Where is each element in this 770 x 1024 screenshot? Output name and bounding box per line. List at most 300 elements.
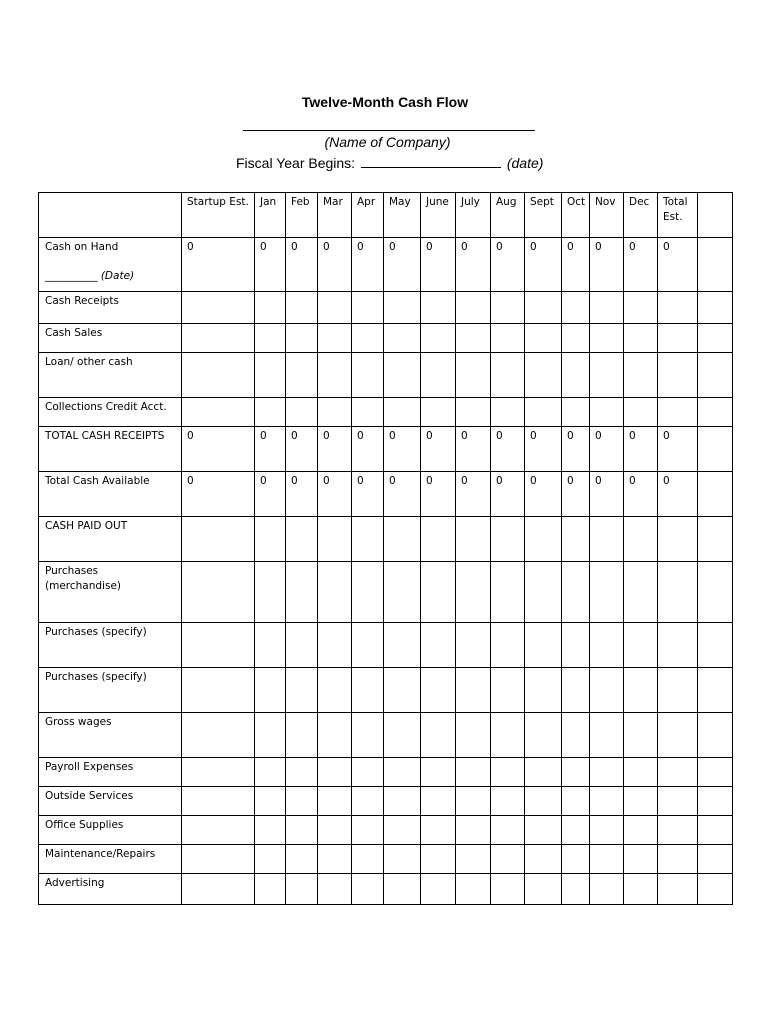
table-cell[interactable]: 0 <box>255 472 286 517</box>
table-cell[interactable] <box>421 292 456 324</box>
table-cell[interactable] <box>384 668 421 713</box>
row-label: Cash Receipts <box>45 295 119 307</box>
table-cell[interactable] <box>384 292 421 324</box>
table-cell[interactable] <box>352 787 384 816</box>
table-cell[interactable]: 0 <box>562 238 590 292</box>
row-label: Payroll Expenses <box>45 761 134 773</box>
table-cell[interactable] <box>525 845 562 874</box>
table-cell[interactable] <box>182 623 255 668</box>
table-cell[interactable] <box>182 713 255 758</box>
table-cell[interactable]: 0 <box>525 472 562 517</box>
table-cell[interactable]: 0 <box>456 238 491 292</box>
table-cell[interactable]: 0 <box>384 472 421 517</box>
page-title: Twelve-Month Cash Flow <box>301 94 469 110</box>
table-cell[interactable] <box>182 398 255 427</box>
table-cell[interactable] <box>255 713 286 758</box>
table-cell[interactable] <box>384 562 421 623</box>
table-cell[interactable] <box>318 562 352 623</box>
table-row <box>39 713 733 758</box>
table-cell[interactable] <box>384 398 421 427</box>
table-cell[interactable] <box>698 874 733 905</box>
table-cell[interactable] <box>624 324 658 353</box>
table-cell[interactable] <box>562 874 590 905</box>
row-label: Loan/ other cash <box>45 356 133 368</box>
table-cell[interactable] <box>255 562 286 623</box>
table-cell[interactable] <box>182 562 255 623</box>
table-cell[interactable]: 0 <box>658 472 698 517</box>
table-cell[interactable] <box>286 874 318 905</box>
column-header: Startup Est. <box>182 193 255 238</box>
table-cell[interactable] <box>491 398 525 427</box>
table-cell[interactable] <box>658 816 698 845</box>
table-cell[interactable]: 0 <box>491 472 525 517</box>
table-cell[interactable] <box>352 845 384 874</box>
table-cell[interactable]: 0 <box>182 427 255 472</box>
table-cell[interactable] <box>658 668 698 713</box>
table-cell[interactable] <box>624 623 658 668</box>
table-cell[interactable] <box>562 398 590 427</box>
table-cell[interactable] <box>456 758 491 787</box>
table-cell[interactable] <box>525 398 562 427</box>
table-cell[interactable] <box>182 353 255 398</box>
table-cell[interactable] <box>525 562 562 623</box>
table-cell[interactable] <box>491 324 525 353</box>
table-cell[interactable] <box>318 787 352 816</box>
table-cell[interactable] <box>491 517 525 562</box>
row-label-cell <box>39 845 182 874</box>
table-cell[interactable]: 0 <box>456 427 491 472</box>
table-cell[interactable] <box>255 353 286 398</box>
table-cell[interactable] <box>698 787 733 816</box>
table-cell[interactable]: 0 <box>525 238 562 292</box>
table-cell[interactable]: 0 <box>562 427 590 472</box>
table-cell[interactable] <box>624 845 658 874</box>
table-cell[interactable] <box>384 816 421 845</box>
table-cell[interactable] <box>384 324 421 353</box>
table-cell[interactable] <box>491 787 525 816</box>
table-cell[interactable] <box>421 398 456 427</box>
table-cell[interactable] <box>182 517 255 562</box>
table-cell[interactable]: 0 <box>318 238 352 292</box>
table-cell[interactable]: 0 <box>352 238 384 292</box>
table-cell[interactable] <box>384 787 421 816</box>
table-cell[interactable]: 0 <box>421 238 456 292</box>
cash-flow-table <box>38 192 733 905</box>
table-cell[interactable] <box>562 845 590 874</box>
table-cell[interactable] <box>698 562 733 623</box>
table-cell[interactable] <box>286 668 318 713</box>
table-cell[interactable] <box>456 517 491 562</box>
table-cell[interactable] <box>182 758 255 787</box>
table-cell[interactable] <box>182 787 255 816</box>
table-cell[interactable] <box>456 324 491 353</box>
table-cell[interactable] <box>421 353 456 398</box>
company-name-placeholder: (Name of Company) <box>324 134 451 150</box>
table-cell[interactable] <box>182 845 255 874</box>
table-cell[interactable] <box>255 816 286 845</box>
table-cell[interactable] <box>624 816 658 845</box>
table-cell[interactable] <box>491 713 525 758</box>
table-cell[interactable] <box>421 816 456 845</box>
company-name-line <box>243 130 535 131</box>
table-cell[interactable] <box>456 623 491 668</box>
table-cell[interactable] <box>255 787 286 816</box>
table-cell[interactable] <box>658 874 698 905</box>
table-cell[interactable] <box>590 324 624 353</box>
table-cell[interactable] <box>286 292 318 324</box>
table-cell[interactable] <box>658 787 698 816</box>
table-cell[interactable]: 0 <box>286 238 318 292</box>
table-cell[interactable]: 0 <box>590 238 624 292</box>
table-cell[interactable] <box>491 668 525 713</box>
table-cell[interactable] <box>421 517 456 562</box>
table-row <box>39 845 733 874</box>
column-header: Sept <box>525 193 562 238</box>
table-cell[interactable] <box>525 324 562 353</box>
table-cell[interactable] <box>255 845 286 874</box>
table-cell[interactable]: 0 <box>624 427 658 472</box>
table-cell[interactable] <box>456 816 491 845</box>
table-cell[interactable] <box>491 562 525 623</box>
table-cell[interactable] <box>352 353 384 398</box>
table-cell[interactable] <box>525 353 562 398</box>
column-header: Apr <box>352 193 384 238</box>
table-cell[interactable]: 0 <box>182 238 255 292</box>
column-header: July <box>456 193 491 238</box>
table-cell[interactable] <box>352 324 384 353</box>
table-cell[interactable] <box>525 713 562 758</box>
row-label: Office Supplies <box>45 819 124 831</box>
table-cell[interactable] <box>658 324 698 353</box>
column-header: Oct <box>562 193 590 238</box>
table-cell[interactable] <box>590 874 624 905</box>
table-cell[interactable] <box>698 758 733 787</box>
table-cell[interactable] <box>255 398 286 427</box>
table-cell[interactable] <box>525 758 562 787</box>
table-cell[interactable] <box>624 517 658 562</box>
table-cell[interactable] <box>182 292 255 324</box>
table-cell[interactable] <box>384 845 421 874</box>
row-label-cell <box>39 398 182 427</box>
column-header: Dec <box>624 193 658 238</box>
table-cell[interactable] <box>384 353 421 398</box>
table-cell[interactable] <box>525 623 562 668</box>
table-cell[interactable] <box>525 816 562 845</box>
table-cell[interactable] <box>590 562 624 623</box>
table-cell[interactable] <box>318 353 352 398</box>
table-cell[interactable]: 0 <box>384 427 421 472</box>
table-cell[interactable] <box>384 874 421 905</box>
table-cell[interactable] <box>456 398 491 427</box>
table-cell[interactable] <box>456 787 491 816</box>
table-cell[interactable] <box>624 758 658 787</box>
table-row <box>39 816 733 845</box>
table-cell[interactable] <box>698 845 733 874</box>
table-cell[interactable] <box>698 517 733 562</box>
table-cell[interactable] <box>562 713 590 758</box>
table-cell[interactable] <box>698 472 733 517</box>
table-cell[interactable] <box>255 668 286 713</box>
table-cell[interactable] <box>491 758 525 787</box>
table-cell[interactable]: 0 <box>658 238 698 292</box>
table-cell[interactable] <box>421 562 456 623</box>
table-cell[interactable] <box>318 324 352 353</box>
table-cell[interactable] <box>624 292 658 324</box>
table-cell[interactable] <box>421 623 456 668</box>
table-cell[interactable] <box>525 874 562 905</box>
fiscal-year-date: (date) <box>506 155 544 171</box>
table-cell[interactable] <box>624 713 658 758</box>
table-cell[interactable] <box>624 562 658 623</box>
table-cell[interactable] <box>352 758 384 787</box>
table-cell[interactable]: 0 <box>384 238 421 292</box>
table-cell[interactable] <box>525 292 562 324</box>
table-cell[interactable] <box>562 353 590 398</box>
table-cell[interactable] <box>286 816 318 845</box>
table-cell[interactable] <box>658 623 698 668</box>
table-cell[interactable] <box>698 238 733 292</box>
table-cell[interactable] <box>590 398 624 427</box>
table-row <box>39 398 733 427</box>
table-cell[interactable] <box>421 324 456 353</box>
table-row <box>39 324 733 353</box>
table-cell[interactable] <box>698 292 733 324</box>
table-cell[interactable] <box>352 292 384 324</box>
table-cell[interactable] <box>456 353 491 398</box>
table-cell[interactable] <box>255 874 286 905</box>
table-cell[interactable]: 0 <box>491 427 525 472</box>
table-cell[interactable] <box>491 353 525 398</box>
table-cell[interactable] <box>590 787 624 816</box>
table-cell[interactable] <box>318 292 352 324</box>
table-cell[interactable] <box>590 758 624 787</box>
table-cell[interactable] <box>658 292 698 324</box>
table-cell[interactable] <box>698 324 733 353</box>
table-cell[interactable] <box>456 292 491 324</box>
table-cell[interactable] <box>286 353 318 398</box>
table-cell[interactable] <box>182 816 255 845</box>
table-cell[interactable]: 0 <box>182 472 255 517</box>
table-cell[interactable] <box>590 292 624 324</box>
table-cell[interactable] <box>286 713 318 758</box>
table-cell[interactable] <box>624 398 658 427</box>
column-header: Aug <box>491 193 525 238</box>
table-cell[interactable]: 0 <box>491 238 525 292</box>
table-cell[interactable]: 0 <box>658 427 698 472</box>
table-cell[interactable] <box>318 517 352 562</box>
fiscal-year-blank[interactable] <box>361 155 501 168</box>
table-cell[interactable] <box>352 713 384 758</box>
table-cell[interactable] <box>698 668 733 713</box>
fiscal-year-label: Fiscal Year Begins: <box>236 155 356 171</box>
table-cell[interactable] <box>491 623 525 668</box>
table-cell[interactable] <box>286 623 318 668</box>
table-cell[interactable] <box>255 324 286 353</box>
table-cell[interactable] <box>352 668 384 713</box>
table-cell[interactable] <box>698 623 733 668</box>
table-cell[interactable] <box>590 517 624 562</box>
row-label: Purchases (merchandise) <box>45 565 121 592</box>
row-label-cell <box>39 562 182 623</box>
table-cell[interactable] <box>421 713 456 758</box>
row-label: Outside Services <box>45 790 134 802</box>
table-cell[interactable] <box>525 517 562 562</box>
table-cell[interactable]: 0 <box>318 472 352 517</box>
table-cell[interactable] <box>352 398 384 427</box>
table-cell[interactable] <box>318 816 352 845</box>
table-cell[interactable] <box>255 623 286 668</box>
table-cell[interactable] <box>590 845 624 874</box>
table-cell[interactable]: 0 <box>590 472 624 517</box>
table-cell[interactable] <box>286 517 318 562</box>
table-cell[interactable] <box>421 668 456 713</box>
row-sublabel: __________ (Date) <box>45 270 135 282</box>
table-cell[interactable] <box>352 562 384 623</box>
table-cell[interactable]: 0 <box>525 427 562 472</box>
row-label: TOTAL CASH RECEIPTS <box>45 430 165 442</box>
row-label-cell <box>39 292 182 324</box>
table-cell[interactable]: 0 <box>421 472 456 517</box>
table-cell[interactable] <box>384 623 421 668</box>
table-cell[interactable] <box>658 353 698 398</box>
table-cell[interactable]: 0 <box>352 472 384 517</box>
table-cell[interactable]: 0 <box>562 472 590 517</box>
table-cell[interactable] <box>286 562 318 623</box>
table-cell[interactable] <box>318 845 352 874</box>
column-header: Nov <box>590 193 624 238</box>
row-label: CASH PAID OUT <box>45 520 128 532</box>
table-cell[interactable] <box>318 874 352 905</box>
table-cell[interactable] <box>562 668 590 713</box>
table-cell[interactable] <box>624 874 658 905</box>
table-cell[interactable] <box>590 668 624 713</box>
table-cell[interactable] <box>421 845 456 874</box>
table-cell[interactable] <box>286 324 318 353</box>
table-cell[interactable] <box>624 353 658 398</box>
table-cell[interactable] <box>491 845 525 874</box>
table-cell[interactable] <box>491 816 525 845</box>
table-cell[interactable]: 0 <box>286 472 318 517</box>
table-cell[interactable] <box>182 874 255 905</box>
fiscal-year-line <box>236 155 543 171</box>
table-cell[interactable] <box>255 517 286 562</box>
table-cell[interactable] <box>562 324 590 353</box>
table-cell[interactable] <box>384 758 421 787</box>
table-cell[interactable] <box>562 517 590 562</box>
table-cell[interactable] <box>286 758 318 787</box>
table-cell[interactable]: 0 <box>255 238 286 292</box>
table-cell[interactable] <box>255 758 286 787</box>
table-cell[interactable] <box>658 713 698 758</box>
table-cell[interactable] <box>698 713 733 758</box>
table-cell[interactable] <box>456 562 491 623</box>
table-cell[interactable] <box>318 668 352 713</box>
table-cell[interactable] <box>491 292 525 324</box>
table-cell[interactable] <box>456 713 491 758</box>
column-header: May <box>384 193 421 238</box>
table-cell[interactable] <box>421 874 456 905</box>
row-label: Advertising <box>45 877 105 889</box>
table-cell[interactable]: 0 <box>624 238 658 292</box>
table-cell[interactable] <box>698 816 733 845</box>
table-cell[interactable] <box>384 713 421 758</box>
table-cell[interactable] <box>698 398 733 427</box>
row-label-cell <box>39 324 182 353</box>
table-cell[interactable] <box>525 787 562 816</box>
table-row <box>39 292 733 324</box>
table-cell[interactable] <box>421 787 456 816</box>
table-cell[interactable] <box>590 623 624 668</box>
table-row <box>39 787 733 816</box>
table-cell[interactable] <box>658 562 698 623</box>
table-cell[interactable] <box>562 816 590 845</box>
table-cell[interactable]: 0 <box>456 472 491 517</box>
row-label-cell <box>39 472 182 517</box>
table-cell[interactable] <box>491 874 525 905</box>
table-cell[interactable] <box>562 787 590 816</box>
table-cell[interactable] <box>286 398 318 427</box>
table-cell[interactable] <box>318 623 352 668</box>
table-cell[interactable] <box>562 758 590 787</box>
table-cell[interactable]: 0 <box>255 427 286 472</box>
table-cell[interactable]: 0 <box>421 427 456 472</box>
table-cell[interactable] <box>182 668 255 713</box>
table-cell[interactable] <box>352 623 384 668</box>
table-cell[interactable] <box>658 845 698 874</box>
table-cell[interactable]: 0 <box>318 427 352 472</box>
table-cell[interactable] <box>624 668 658 713</box>
table-cell[interactable]: 0 <box>286 427 318 472</box>
table-cell[interactable] <box>562 292 590 324</box>
table-cell[interactable] <box>525 668 562 713</box>
table-cell[interactable] <box>456 845 491 874</box>
row-label-cell <box>39 816 182 845</box>
table-cell[interactable] <box>318 398 352 427</box>
table-cell[interactable] <box>456 874 491 905</box>
table-cell[interactable]: 0 <box>352 427 384 472</box>
table-cell[interactable] <box>318 758 352 787</box>
table-cell[interactable] <box>384 517 421 562</box>
table-cell[interactable]: 0 <box>590 427 624 472</box>
table-cell[interactable] <box>562 562 590 623</box>
column-header: Mar <box>318 193 352 238</box>
table-cell[interactable] <box>286 787 318 816</box>
table-cell[interactable] <box>352 874 384 905</box>
table-row <box>39 562 733 623</box>
table-row <box>39 238 733 292</box>
table-cell[interactable] <box>255 292 286 324</box>
table-cell[interactable] <box>318 713 352 758</box>
table-cell[interactable] <box>698 353 733 398</box>
table-cell[interactable] <box>658 398 698 427</box>
table-cell[interactable] <box>590 353 624 398</box>
table-cell[interactable] <box>421 758 456 787</box>
table-cell[interactable] <box>698 427 733 472</box>
table-cell[interactable]: 0 <box>624 472 658 517</box>
table-cell[interactable] <box>624 787 658 816</box>
table-cell[interactable] <box>590 816 624 845</box>
table-cell[interactable] <box>352 517 384 562</box>
table-cell[interactable] <box>286 845 318 874</box>
table-cell[interactable] <box>658 758 698 787</box>
row-label-cell <box>39 238 182 292</box>
table-cell[interactable] <box>590 713 624 758</box>
table-cell[interactable] <box>562 623 590 668</box>
table-cell[interactable] <box>658 517 698 562</box>
table-cell[interactable] <box>456 668 491 713</box>
table-cell[interactable] <box>182 324 255 353</box>
table-cell[interactable] <box>352 816 384 845</box>
